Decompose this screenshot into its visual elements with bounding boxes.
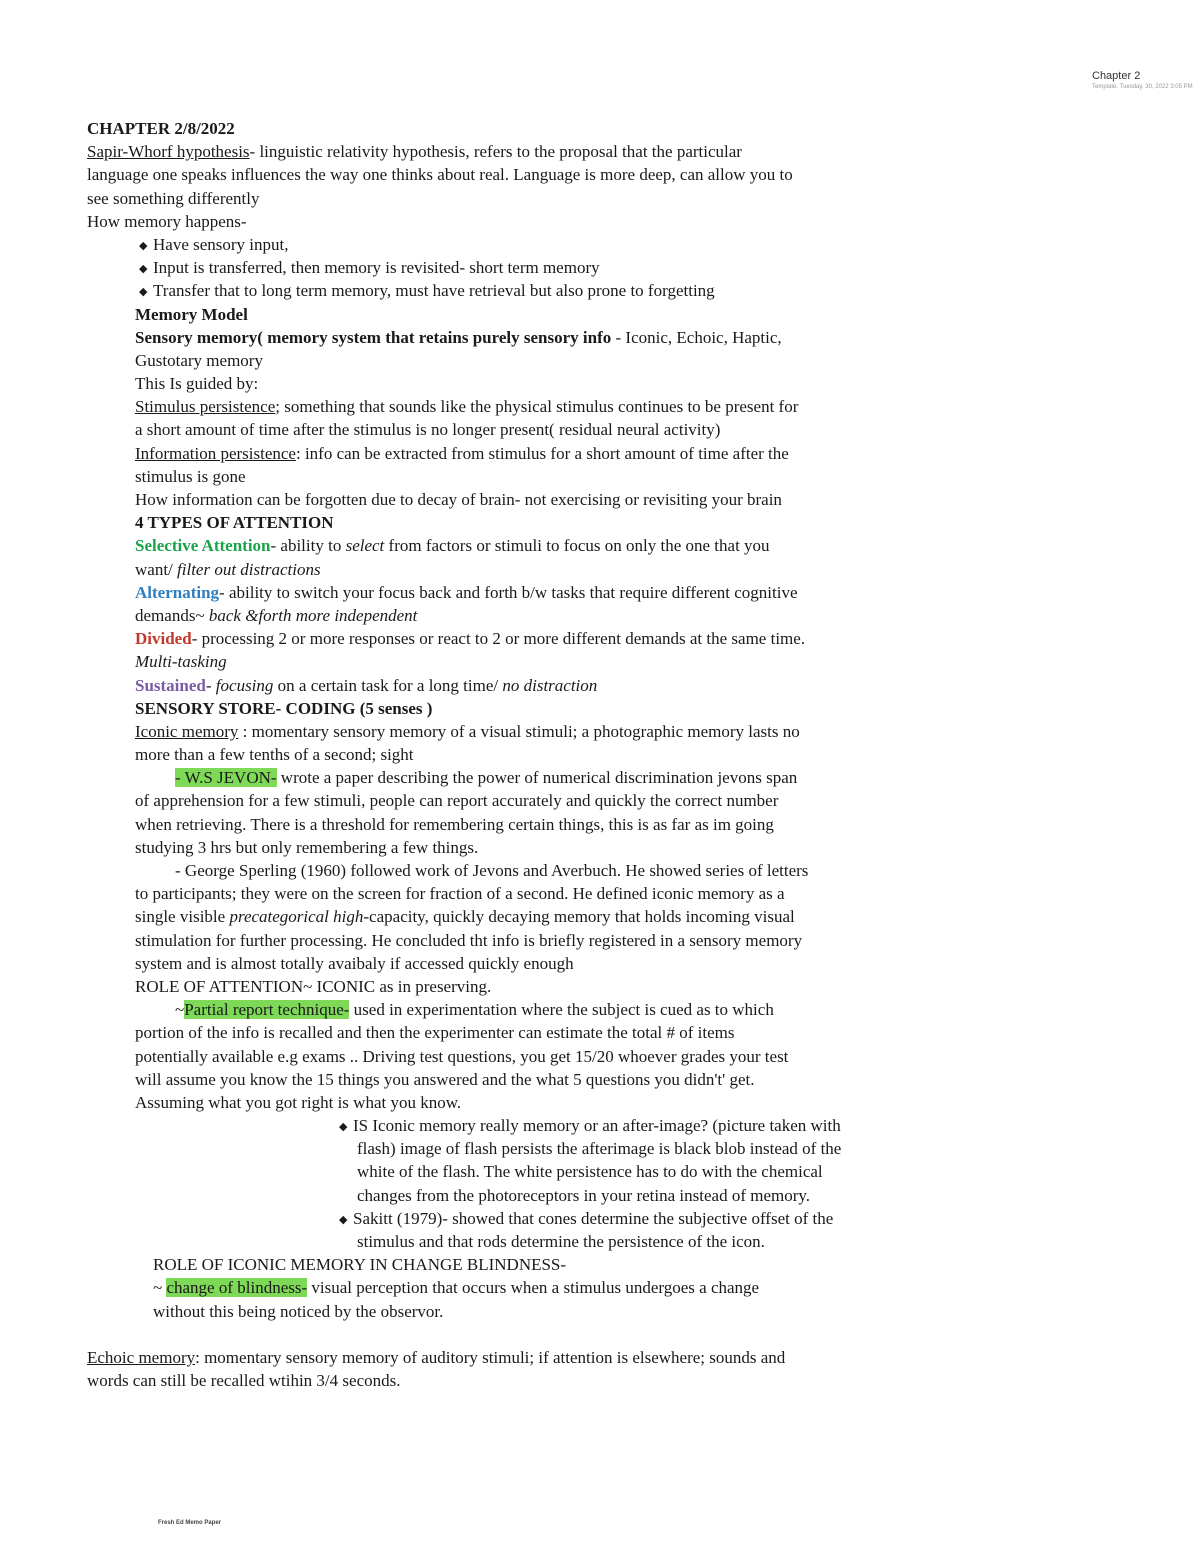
term-iconic-memory: Iconic memory: [135, 721, 239, 741]
note-line: see something differently: [87, 188, 260, 208]
term-information-persistence: Information persistence: [135, 443, 296, 463]
text-italic: filter out distractions: [172, 559, 321, 579]
diamond-bullet-icon: ◆: [339, 1121, 348, 1134]
text: -: [205, 675, 216, 695]
text: : momentary sensory memory of a visual stimuli; a photographic memory lasts no: [238, 721, 800, 741]
note-body: [87, 117, 1097, 1392]
diamond-bullet-icon: ◆: [139, 263, 148, 276]
page-header-subtitle: Template: Tuesday, 30, 2022 3:05 PM: [1092, 84, 1193, 90]
bullet-item: [87, 279, 1097, 302]
text: demands~: [135, 605, 205, 625]
note-line: [87, 442, 1097, 465]
text-italic: back &forth more independent: [204, 605, 418, 625]
bullet-continuation: flash) image of flash persists the afterimage is black blob instead of the: [357, 1139, 842, 1159]
text: - Iconic, Echoic, Haptic,: [615, 327, 782, 347]
note-line: ROLE OF ICONIC MEMORY IN CHANGE BLINDNESS-: [153, 1255, 567, 1275]
note-line: language one speaks influences the way one thinks about real. Language is more deep, can allow you to: [87, 165, 793, 185]
note-line: [87, 1346, 1097, 1369]
note-line: potentially available e.g exams .. Driving test questions, you get 15/20 whoever grades your test: [135, 1046, 789, 1066]
page-footer: Fresh Ed Memo Paper: [158, 1520, 222, 1526]
term-echoic-memory: Echoic memory: [87, 1347, 196, 1367]
text: - ability to: [270, 536, 346, 556]
term-alternating: Alternating: [135, 582, 220, 602]
note-line: of apprehension for a few stimuli, people can report accurately and quickly the correct number: [135, 791, 779, 811]
text: Sakitt (1979)- showed that cones determine the subjective offset of the: [353, 1208, 834, 1228]
note-line: [87, 140, 1097, 163]
note-line: will assume you know the 15 things you answered and the what 5 questions you didn't' get.: [135, 1069, 755, 1089]
note-line: - George Sperling (1960) followed work of Jevons and Averbuch. He showed series of letters: [175, 861, 809, 880]
text: IS Iconic memory really memory or an after-image? (picture taken with: [353, 1116, 841, 1136]
bullet-item: [87, 256, 1097, 279]
bullet-item: [87, 233, 1097, 256]
term-stimulus-persistence: Stimulus persistence: [135, 397, 276, 417]
note-line: more than a few tenths of a second; sight: [135, 745, 414, 765]
note-line: when retrieving. There is a threshold for remembering certain things, this is as far as im going: [135, 814, 774, 834]
term-sustained: Sustained: [135, 675, 206, 695]
note-line: to participants; they were on the screen for fraction of a second. He defined iconic memory as a: [135, 884, 785, 904]
note-line: studying 3 hrs but only remembering a few things.: [135, 837, 479, 857]
section-heading: Memory Model: [135, 304, 248, 324]
note-line: [87, 558, 1097, 581]
note-line: stimulus is gone: [135, 466, 246, 486]
text: : momentary sensory memory of auditory stimuli; if attention is elsewhere; sounds and: [195, 1347, 786, 1367]
text-italic: no distraction: [502, 675, 598, 695]
term-divided: Divided: [135, 629, 192, 649]
text: from factors or stimuli to focus on only the one that you: [384, 536, 770, 556]
note-line: [87, 905, 1097, 928]
bullet-continuation: white of the flash. The white persistence has to do with the chemical: [357, 1162, 823, 1182]
text-italic: focusing: [215, 675, 274, 695]
text: Have sensory input,: [153, 234, 289, 254]
note-line: [87, 395, 1097, 418]
text: - processing 2 or more responses or react to 2 or more different demands at the same time.: [191, 629, 806, 649]
text: wrote a paper describing the power of numerical discrimination jevons span: [276, 768, 798, 788]
text: on a certain task for a long time/: [273, 675, 503, 695]
section-heading: SENSORY STORE- CODING (5 senses ): [135, 698, 433, 718]
text: single visible: [135, 907, 230, 927]
note-line: [87, 627, 1097, 650]
bullet-item: [87, 1114, 1097, 1137]
text-italic: select: [345, 536, 385, 556]
bullet-continuation: stimulus and that rods determine the persistence of the icon.: [357, 1232, 765, 1251]
text: used in experimentation where the subject is cued as to which: [349, 1000, 774, 1020]
page-header-title: Chapter 2: [1092, 70, 1141, 82]
note-line: system and is almost totally avaibaly if accessed quickly enough: [135, 953, 574, 973]
note-line: How memory happens-: [87, 211, 247, 231]
text: -capacity, quickly decaying memory that holds incoming visual: [363, 907, 795, 927]
chapter-title: CHAPTER 2/8/2022: [87, 119, 235, 138]
text: ; something that sounds like the physical stimulus continues to be present for: [275, 397, 799, 417]
note-line: stimulation for further processing. He concluded tht info is briefly registered in a sensory memory: [135, 930, 803, 950]
note-line: [87, 534, 1097, 557]
note-line: [87, 766, 1097, 789]
diamond-bullet-icon: ◆: [139, 239, 148, 252]
highlight-ws-jevon: - W.S JEVON-: [175, 768, 277, 788]
note-line: a short amount of time after the stimulus is no longer present( residual neural activity): [135, 420, 721, 440]
note-line: [87, 604, 1097, 627]
note-line: without this being noticed by the observor.: [153, 1301, 444, 1321]
text-italic: precategorical high: [229, 907, 364, 927]
highlight-partial-report: Partial report technique-: [184, 1000, 350, 1020]
term-selective-attention: Selective Attention: [135, 536, 271, 556]
note-line: [87, 326, 1097, 349]
text: Transfer that to long term memory, must have retrieval but also prone to forgetting: [153, 281, 715, 301]
page-header: [1092, 70, 1193, 90]
text: ~: [175, 1000, 185, 1020]
text: : info can be extracted from stimulus for a short amount of time after the: [295, 443, 789, 463]
term-sensory-memory: Sensory memory( memory system that retains purely sensory info: [135, 327, 616, 347]
text: Input is transferred, then memory is revisited- short term memory: [153, 258, 600, 278]
note-line: How information can be forgotten due to decay of brain- not exercising or revisiting your brain: [135, 490, 782, 509]
note-line: ROLE OF ATTENTION~ ICONIC as in preserving.: [135, 976, 492, 996]
term-sapir-whorf: Sapir-Whorf hypothesis: [87, 142, 250, 162]
bullet-item: [87, 1207, 1097, 1230]
note-line: [87, 998, 1097, 1021]
text: - ability to switch your focus back and forth b/w tasks that require different cognitive: [219, 582, 798, 602]
text: - linguistic relativity hypothesis, refers to the proposal that the particular: [249, 142, 742, 162]
text: visual perception that occurs when a stimulus undergoes a change: [307, 1278, 760, 1298]
text: ~: [153, 1278, 167, 1298]
note-line: [87, 581, 1097, 604]
note-line: words can still be recalled wtihin 3/4 seconds.: [87, 1371, 401, 1391]
note-line: Assuming what you got right is what you know.: [135, 1092, 462, 1112]
text: want/: [135, 559, 173, 579]
note-line: Gustotary memory: [135, 350, 263, 370]
note-line: [87, 674, 1097, 697]
diamond-bullet-icon: ◆: [339, 1213, 348, 1226]
bullet-continuation: changes from the photoreceptors in your retina instead of memory.: [357, 1185, 811, 1205]
note-line: [87, 720, 1097, 743]
spacer: [87, 1323, 1097, 1346]
section-heading: 4 TYPES OF ATTENTION: [135, 513, 334, 533]
note-line: Multi-tasking: [135, 652, 227, 672]
highlight-change-blindness: change of blindness-: [166, 1278, 308, 1298]
note-line: This Is guided by:: [135, 374, 259, 394]
diamond-bullet-icon: ◆: [139, 286, 148, 299]
note-line: portion of the info is recalled and then the experimenter can estimate the total # of items: [135, 1023, 735, 1043]
note-line: [87, 1276, 1097, 1299]
